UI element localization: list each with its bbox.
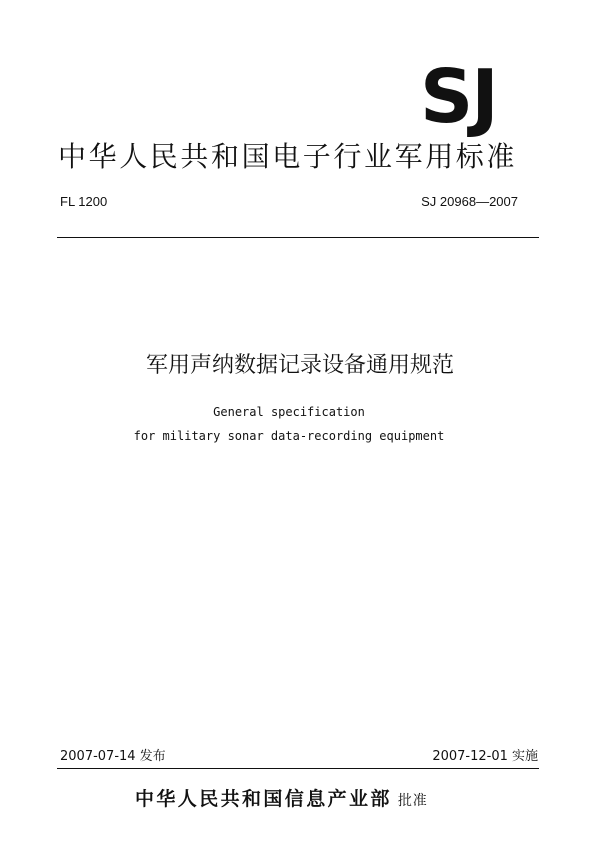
document-title-chinese: 军用声纳数据记录设备通用规范 [145,353,454,378]
document-title-english-line1: General specification [213,405,365,419]
issuer-block [135,786,428,814]
footer-divider [57,768,539,769]
issue-date: 2007-07-14 发布 [60,749,166,764]
header-divider [57,237,539,238]
standard-number: SJ 20968—2007 [421,194,518,209]
standard-category-title: 中华人民共和国电子行业军用标准 [58,140,518,173]
issuer-name: 中华人民共和国信息产业部 [135,788,392,810]
approval-label: 批准 [397,793,428,809]
implementation-date: 2007-12-01 实施 [432,749,538,764]
document-title-english-line2: for military sonar data-recording equipment [133,429,445,443]
sj-logo: SJ [420,54,497,140]
classification-code: FL 1200 [60,194,108,209]
